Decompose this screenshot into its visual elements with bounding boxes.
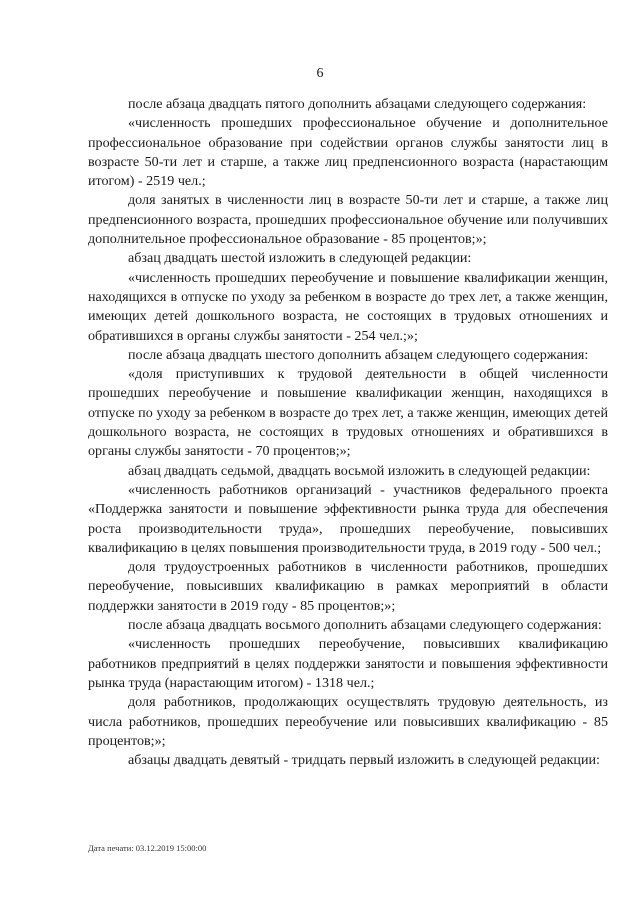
paragraph: «численность работников организаций - участников федерального проекта «Поддержка занятости и повышение эффективности рынка труда для обеспечения роста производительности труда», прошедших переобучение, повысивших квалификацию в целях повышения производительности труда, в 2019 году - 500 чел.; bbox=[88, 481, 608, 556]
paragraph: «численность прошедших профессиональное обучение и дополнительное профессиональное образование при содействии органов службы занятости лиц в возрасте 50-ти лет и старше, а также лиц предпенсионного возраста (нарастающим итогом) - 2519 чел.; bbox=[88, 115, 608, 190]
document-body bbox=[88, 95, 608, 770]
paragraph: абзацы двадцать девятый - тридцать первый изложить в следующей редакции: bbox=[128, 752, 600, 769]
paragraph: доля занятых в численности лиц в возрасте 50-ти лет и старше, а также лиц предпенсионного возраста, прошедших профессиональное обучение или получивших дополнительное профессиональное образование - 85 процентов;»; bbox=[88, 192, 608, 248]
paragraph: доля трудоустроенных работников в численности работников, прошедших переобучение, повысивших квалификацию в рамках мероприятий в области поддержки занятости в 2019 году - 85 процентов;»; bbox=[88, 559, 608, 614]
paragraph: абзац двадцать шестой изложить в следующей редакции: bbox=[128, 250, 472, 267]
paragraph: «численность прошедших переобучение, повысивших квалификацию работников предприятий в целях поддержки занятости и повышения эффективности рынка труда (нарастающим итогом) - 1318 чел.; bbox=[88, 636, 608, 691]
print-date-footer: Дата печати: 03.12.2019 15:00:00 bbox=[88, 843, 207, 853]
paragraph: «доля приступивших к трудовой деятельности в общей численности прошедших переобучение и повышение квалификации женщин, находящихся в отпуске по уходу за ребенком в возрасте до трех лет, а также женщин, имеющих детей дошкольного возраста, не состоящих в трудовых отношениях и обратившихся в органы службы занятости - 70 процентов;»; bbox=[88, 366, 608, 460]
paragraph: доля работников, продолжающих осуществлять трудовую деятельность, из числа работников, прошедших переобучение или повысивших квалификацию - 85 процентов;»; bbox=[88, 694, 608, 749]
paragraph: после абзаца двадцать восьмого дополнить абзацами следующего содержания: bbox=[128, 617, 602, 634]
paragraph: после абзаца двадцать пятого дополнить абзацами следующего содержания: bbox=[128, 96, 587, 112]
paragraph: абзац двадцать седьмой, двадцать восьмой изложить в следующей редакции: bbox=[128, 462, 591, 479]
paragraph: после абзаца двадцать шестого дополнить абзацем следующего содержания: bbox=[128, 346, 589, 363]
paragraph: «численность прошедших переобучение и повышение квалификации женщин, находящихся в отпуске по уходу за ребенком в возрасте до трех лет, а также женщин, имеющих детей дошкольного возраста, не состоящих в трудовых отношениях и обратившихся в органы службы занятости - 254 чел.;»; bbox=[88, 269, 608, 344]
page-number: 6 bbox=[316, 66, 324, 81]
